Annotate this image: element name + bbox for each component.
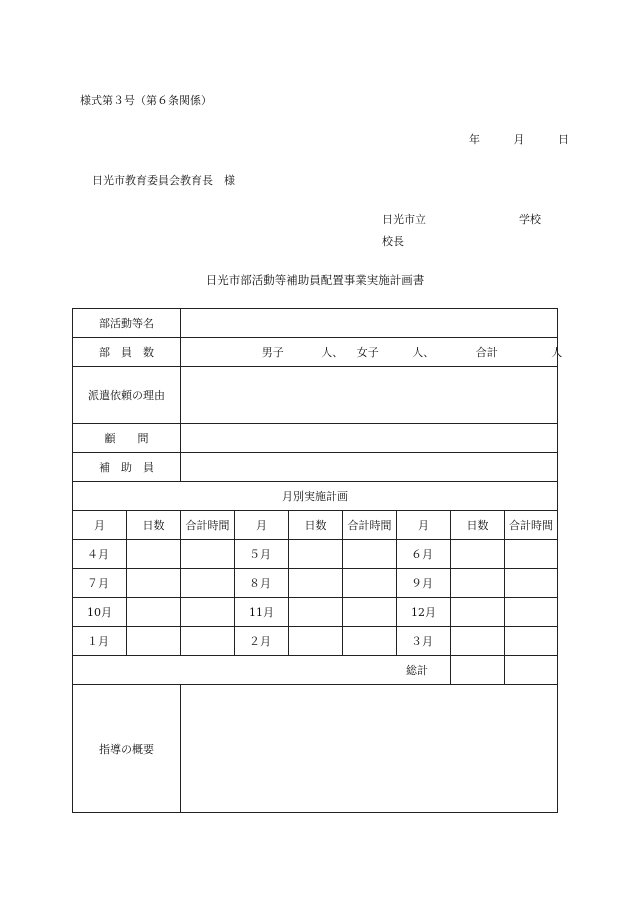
days-cell[interactable] <box>451 598 505 627</box>
members-label: 部 員 数 <box>73 338 181 367</box>
days-cell[interactable] <box>289 569 343 598</box>
advisor-label: 顧 問 <box>73 424 181 453</box>
month-row <box>73 598 558 627</box>
addressee: 日光市教育委員会教育長 様 <box>92 174 235 187</box>
monthly-plan-label: 月別実施計画 <box>73 482 558 511</box>
reason-label: 派遣依頼の理由 <box>73 367 181 424</box>
hours-cell[interactable] <box>343 569 397 598</box>
col-header-hours: 合計時間 <box>181 511 235 540</box>
monthly-columns-row <box>73 511 558 540</box>
hours-cell[interactable] <box>181 540 235 569</box>
days-cell[interactable] <box>127 598 181 627</box>
guidance-label: 指導の概要 <box>73 685 181 813</box>
club-name-field[interactable] <box>181 309 558 338</box>
male-label: 男子 <box>261 346 284 359</box>
month-label: 10月 <box>73 598 127 627</box>
plan-form-table <box>72 308 563 813</box>
reason-field[interactable] <box>181 367 558 424</box>
members-field[interactable] <box>181 338 563 367</box>
hours-cell[interactable] <box>343 540 397 569</box>
days-cell[interactable] <box>289 540 343 569</box>
form-number: 様式第３号（第６条関係） <box>80 94 212 107</box>
grand-total-label: 総計 <box>73 656 451 685</box>
club-name-label: 部活動等名 <box>73 309 181 338</box>
month-label: ３月 <box>397 627 451 656</box>
month-label: ６月 <box>397 540 451 569</box>
hours-cell[interactable] <box>181 569 235 598</box>
advisor-row <box>73 424 558 453</box>
club-name-row <box>73 309 558 338</box>
assistant-label: 補 助 員 <box>73 453 181 482</box>
days-cell[interactable] <box>289 598 343 627</box>
advisor-field[interactable] <box>181 424 558 453</box>
guidance-row <box>73 685 558 813</box>
date-month: 月 <box>513 133 525 146</box>
month-label: ５月 <box>235 540 289 569</box>
hours-cell[interactable] <box>505 569 558 598</box>
days-cell[interactable] <box>451 540 505 569</box>
col-header-days: 日数 <box>127 511 181 540</box>
principal: 校長 <box>382 235 404 248</box>
days-cell[interactable] <box>127 627 181 656</box>
col-header-month: 月 <box>235 511 289 540</box>
days-cell[interactable] <box>289 627 343 656</box>
school-suffix: 学校 <box>519 213 541 226</box>
hours-cell[interactable] <box>505 598 558 627</box>
col-header-days: 日数 <box>289 511 343 540</box>
document-title: 日光市部活動等補助員配置事業実施計画書 <box>205 273 425 287</box>
person-unit-2: 人、 <box>412 346 435 359</box>
days-cell[interactable] <box>451 627 505 656</box>
col-header-month: 月 <box>73 511 127 540</box>
month-label: ９月 <box>397 569 451 598</box>
month-label: １月 <box>73 627 127 656</box>
reason-row <box>73 367 558 424</box>
month-row <box>73 627 558 656</box>
hours-cell[interactable] <box>505 627 558 656</box>
school-line <box>382 211 541 227</box>
month-label: 12月 <box>397 598 451 627</box>
col-header-hours: 合計時間 <box>505 511 558 540</box>
grand-total-row <box>73 656 558 685</box>
col-header-hours: 合計時間 <box>343 511 397 540</box>
hours-cell[interactable] <box>343 627 397 656</box>
month-label: ２月 <box>235 627 289 656</box>
guidance-field[interactable] <box>181 685 558 813</box>
month-row <box>73 569 558 598</box>
month-label: 11月 <box>235 598 289 627</box>
grand-total-days[interactable] <box>451 656 505 685</box>
col-header-month: 月 <box>397 511 451 540</box>
days-cell[interactable] <box>127 569 181 598</box>
assistant-row <box>73 453 558 482</box>
hours-cell[interactable] <box>505 540 558 569</box>
female-label: 女子 <box>356 346 379 359</box>
hours-cell[interactable] <box>181 598 235 627</box>
date-line <box>469 131 569 147</box>
assistant-field[interactable] <box>181 453 558 482</box>
members-row <box>73 338 558 367</box>
hours-cell[interactable] <box>181 627 235 656</box>
school-prefix: 日光市立 <box>382 213 426 226</box>
grand-total-hours[interactable] <box>505 656 558 685</box>
days-cell[interactable] <box>451 569 505 598</box>
date-day: 日 <box>558 133 569 146</box>
days-cell[interactable] <box>127 540 181 569</box>
month-label: ４月 <box>73 540 127 569</box>
hours-cell[interactable] <box>343 598 397 627</box>
col-header-days: 日数 <box>451 511 505 540</box>
person-unit-1: 人、 <box>321 346 344 359</box>
month-row <box>73 540 558 569</box>
month-label: ８月 <box>235 569 289 598</box>
total-label: 合計 <box>475 346 498 359</box>
person-unit-3: 人 <box>551 346 563 359</box>
monthly-plan-header-row <box>73 482 558 511</box>
date-year: 年 <box>469 133 480 146</box>
month-label: ７月 <box>73 569 127 598</box>
